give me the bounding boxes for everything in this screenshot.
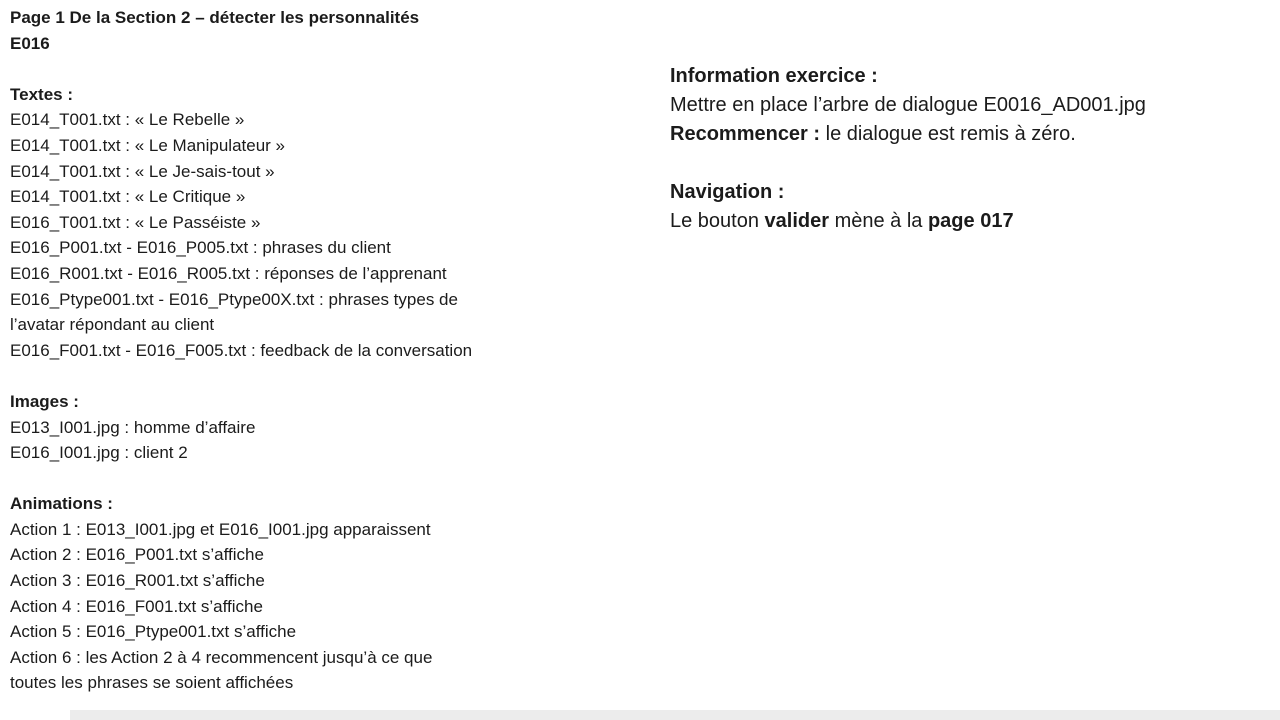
textes-heading: Textes :: [10, 84, 73, 104]
recommencer-line: [670, 120, 1280, 149]
exercise-code: E016: [10, 33, 50, 53]
animations-line: Action 2 : E016_P001.txt s’affiche: [10, 545, 264, 565]
navigation-heading: Navigation :: [670, 181, 785, 203]
recommencer-label: Recommencer :: [670, 123, 821, 145]
page-017-label: page 017: [927, 210, 1014, 232]
spacer: [10, 466, 670, 492]
recommencer-text: le dialogue est remis à zéro.: [820, 123, 1076, 145]
page-title: Page 1 De la Section 2 – détecter les personnalités: [10, 8, 420, 27]
navigation-line: [670, 207, 1280, 236]
animations-line: toutes les phrases se soient affichées: [10, 673, 294, 693]
animations-heading: Animations :: [10, 494, 113, 514]
textes-line: E016_R001.txt - E016_R005.txt : réponses de l’apprenant: [10, 263, 447, 283]
valider-label: valider: [764, 210, 830, 232]
textes-line: E016_F001.txt - E016_F005.txt : feedback de la conversation: [10, 340, 473, 360]
animations-line: Action 6 : les Action 2 à 4 recommencent jusqu’à ce que: [10, 647, 433, 667]
navigation-prefix: Le bouton: [670, 210, 765, 232]
animations-line: Action 3 : E016_R001.txt s’affiche: [10, 571, 265, 591]
spacer: [10, 56, 670, 82]
spacer: [670, 149, 1280, 178]
textes-line: E014_T001.txt : « Le Manipulateur »: [10, 135, 286, 155]
textes-line: E016_P001.txt - E016_P005.txt : phrases du client: [10, 238, 391, 258]
textes-line: E014_T001.txt : « Le Critique »: [10, 187, 246, 207]
textes-line: E016_T001.txt : « Le Passéiste »: [10, 212, 261, 232]
images-heading: Images :: [10, 391, 79, 411]
info-exercice-line: Mettre en place l’arbre de dialogue E0016_AD001.jpg: [670, 94, 1146, 116]
page-edge-bar: [70, 710, 1280, 720]
textes-line: l’avatar répondant au client: [10, 315, 215, 335]
images-line: E013_I001.jpg : homme d’affaire: [10, 417, 256, 437]
images-line: E016_I001.jpg : client 2: [10, 443, 188, 463]
textes-line: E014_T001.txt : « Le Rebelle »: [10, 110, 245, 130]
spacer: [10, 363, 670, 389]
animations-line: Action 4 : E016_F001.txt s’affiche: [10, 596, 263, 616]
right-column: [670, 62, 1280, 236]
left-column: [10, 5, 670, 696]
textes-line: E016_Ptype001.txt - E016_Ptype00X.txt : phrases types de: [10, 289, 458, 309]
navigation-middle: mène à la: [829, 210, 928, 232]
animations-line: Action 5 : E016_Ptype001.txt s’affiche: [10, 622, 297, 642]
info-exercice-heading: Information exercice :: [670, 65, 878, 87]
animations-line: Action 1 : E013_I001.jpg et E016_I001.jpg apparaissent: [10, 519, 431, 539]
textes-line: E014_T001.txt : « Le Je-sais-tout »: [10, 161, 275, 181]
